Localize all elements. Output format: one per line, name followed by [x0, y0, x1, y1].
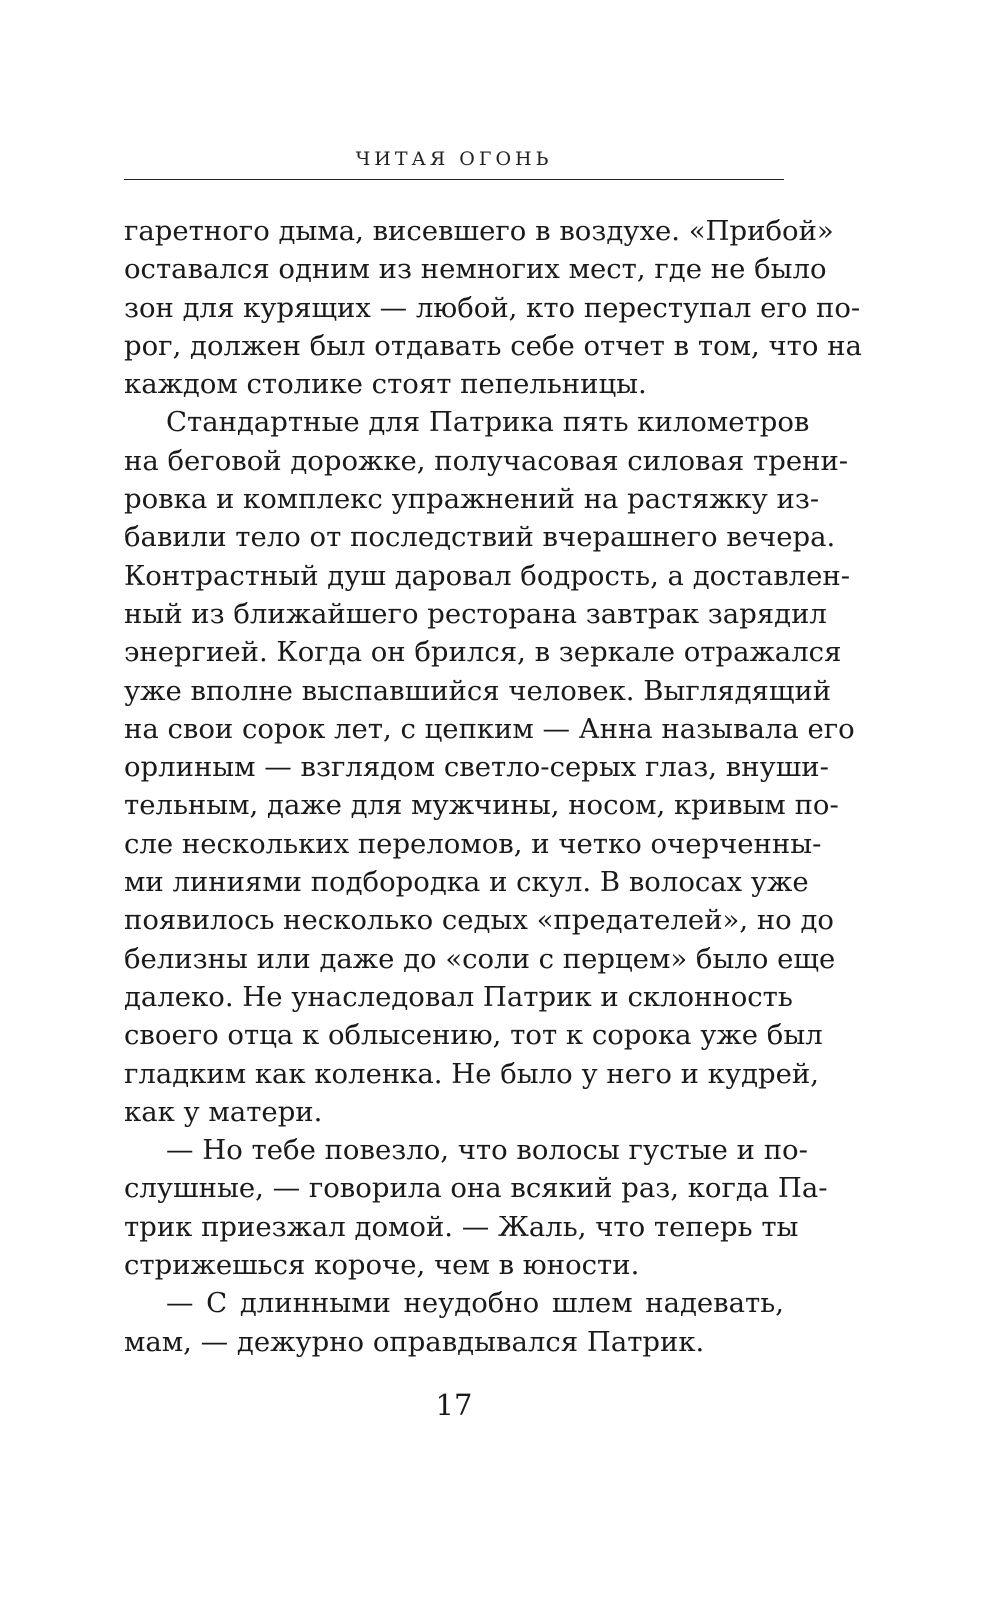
- text-line: энергией. Когда он брился, в зеркале отражался: [124, 636, 842, 669]
- text-line: белизны или даже до «соли с перцем» было еще: [124, 942, 836, 975]
- running-head: ЧИТАЯ ОГОНЬ: [355, 148, 553, 170]
- text-line: сле нескольких переломов, и четко очерченны-: [124, 827, 822, 860]
- header-rule: [124, 179, 784, 180]
- text-line: орлиным — взглядом светло-серых глаз, внуши-: [124, 751, 829, 784]
- text-line: гладким как коленка. Не было у него и кудрей,: [124, 1057, 820, 1090]
- text-line: гаретного дыма, висевшего в воздухе. «Прибой»: [124, 215, 834, 247]
- text-line: далеко. Не унаследовал Патрик и склонность: [124, 980, 793, 1013]
- text-line: как у матери.: [124, 1095, 323, 1128]
- text-line: ный из ближайшего ресторана завтрак зарядил: [124, 597, 827, 630]
- text-line: — Но тебе повезло, что волосы густые и по-: [166, 1134, 808, 1167]
- text-line: оставался одним из немногих мест, где не было: [124, 253, 827, 286]
- text-line: появилось несколько седых «предателей», но до: [124, 904, 834, 937]
- text-line: уже вполне выспавшийся человек. Выглядящий: [124, 674, 832, 707]
- text-line: ми линиями подбородка и скул. В волосах уже: [124, 866, 809, 899]
- text-line: — С длинными неудобно шлем надевать,: [166, 1287, 784, 1320]
- text-line: Контрастный душ даровал бодрость, а доставлен-: [124, 559, 851, 592]
- text-line: на беговой дорожке, получасовая силовая трени-: [124, 444, 849, 477]
- text-line: тельным, даже для мужчины, носом, кривым по-: [124, 789, 839, 822]
- page-number: 17: [435, 1388, 473, 1422]
- text-line: каждом столике стоят пепельницы.: [124, 368, 647, 401]
- text-line: зон для курящих — любой, кто переступал его по-: [124, 291, 861, 324]
- text-line: трик приезжал домой. — Жаль, что теперь ты: [124, 1210, 799, 1243]
- text-line: мам, — дежурно оправдывался Патрик.: [124, 1325, 705, 1358]
- text-line: слушные, — говорила она всякий раз, когда Па-: [124, 1172, 828, 1205]
- text-line: Стандартные для Патрика пять километров: [166, 406, 810, 439]
- text-line: бавили тело от последствий вчерашнего вечера.: [124, 521, 836, 554]
- text-line: своего отца к облысению, тот к сорока уже был: [124, 1019, 823, 1052]
- body-text: [124, 212, 862, 1361]
- text-line: ровка и комплекс упражнений на растяжку из-: [124, 483, 820, 516]
- text-line: стрижешься короче, чем в юности.: [124, 1249, 640, 1282]
- text-line: на свои сорок лет, с цепким — Анна называла его: [124, 712, 855, 745]
- text-line: рог, должен был отдавать себе отчет в том, что на: [124, 329, 862, 362]
